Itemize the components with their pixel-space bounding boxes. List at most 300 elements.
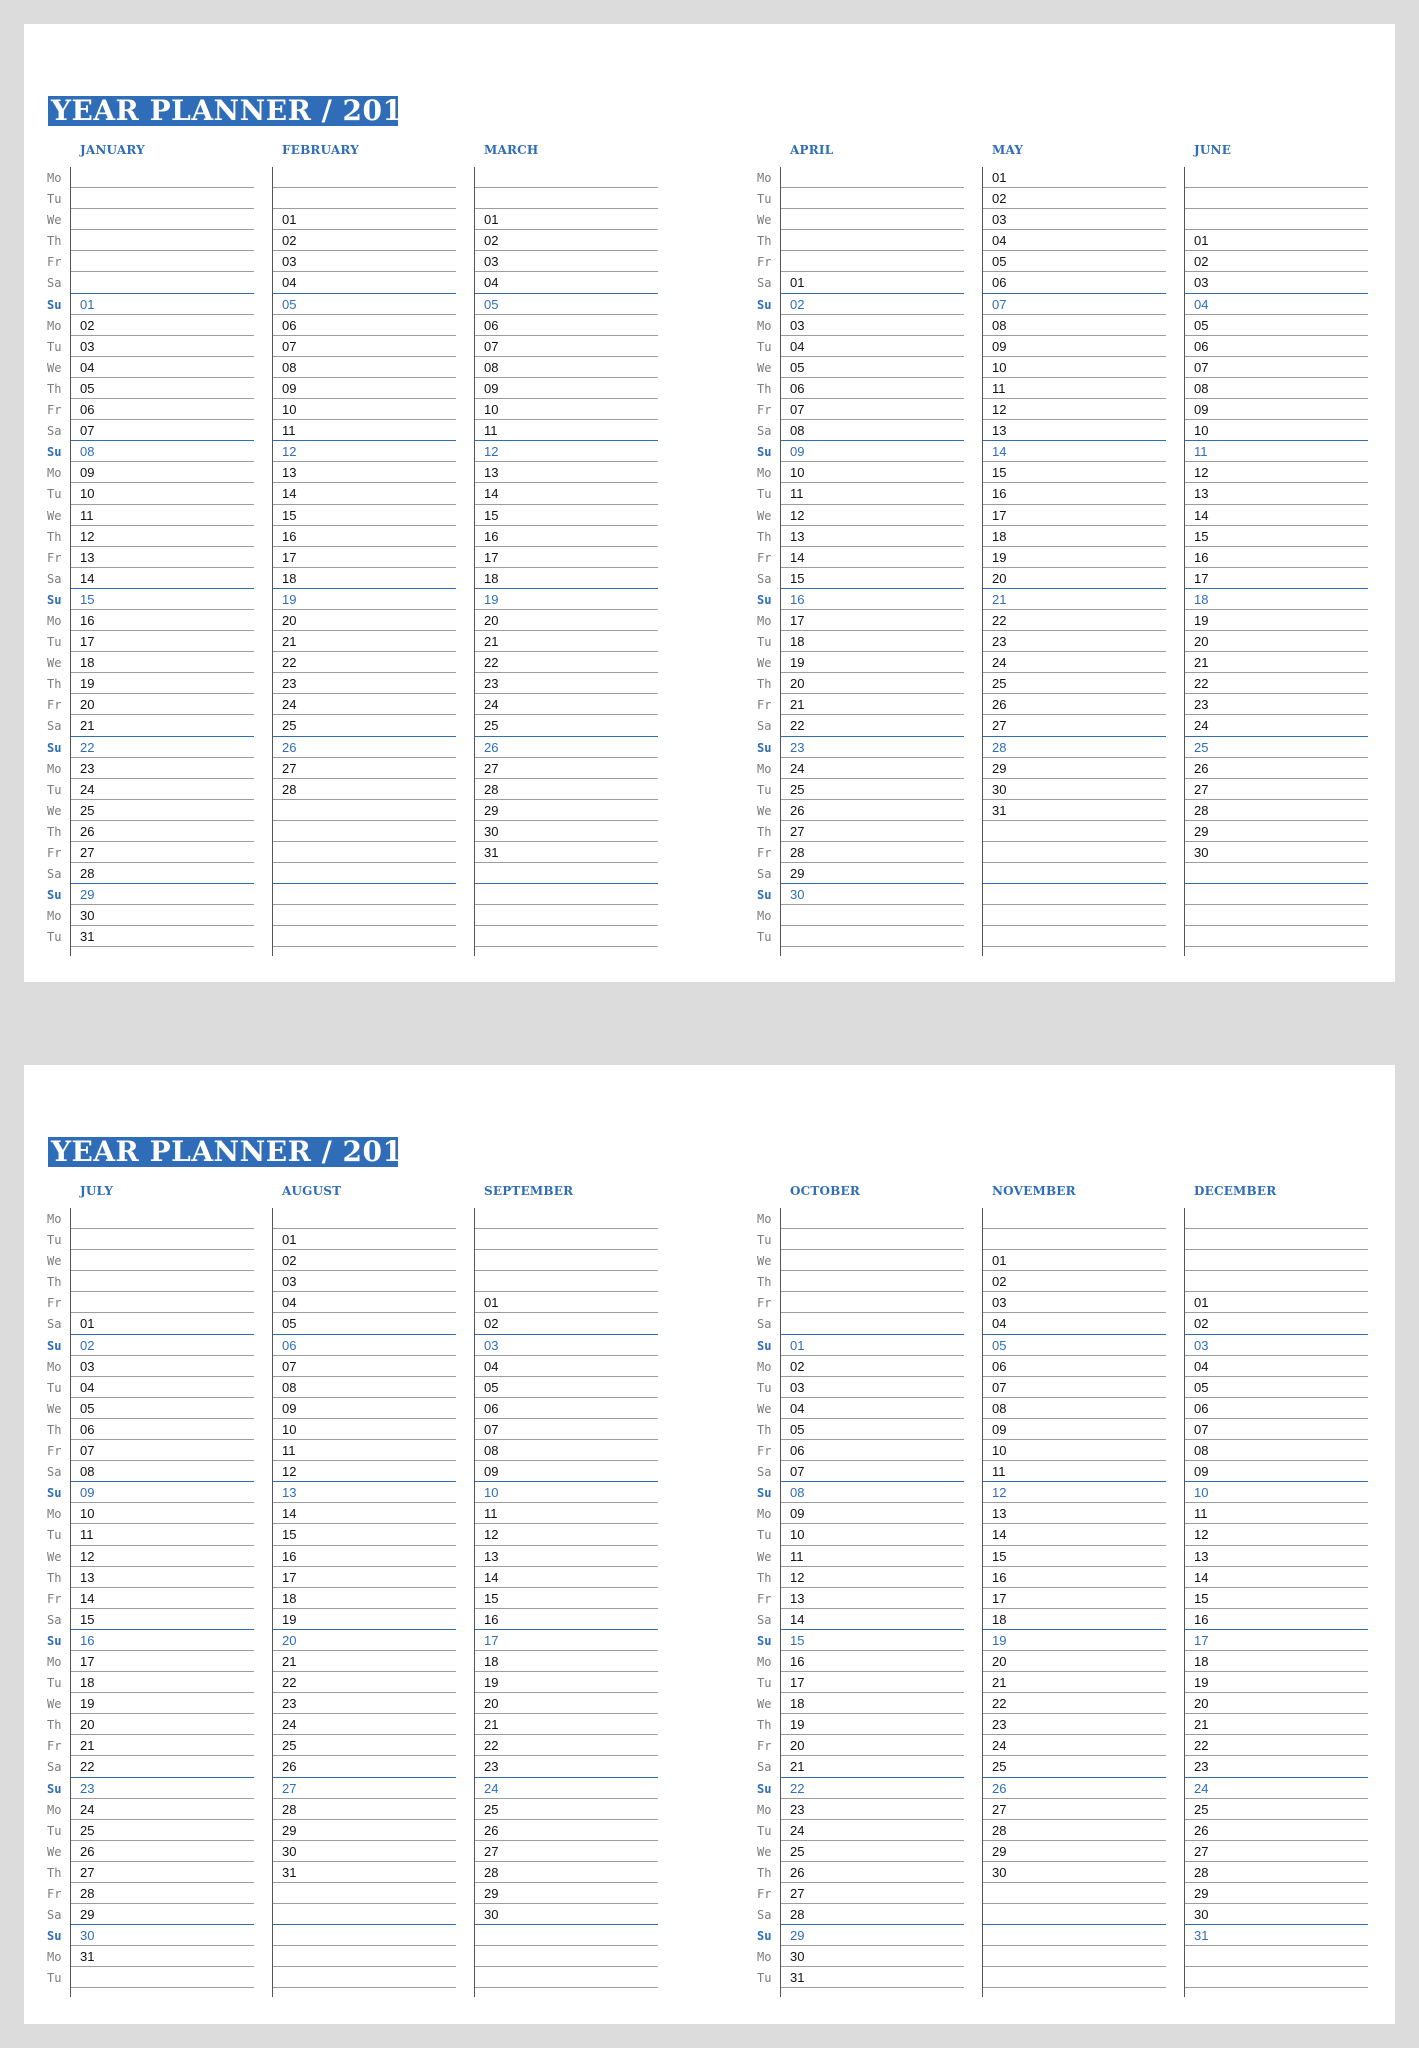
date-cell[interactable]: 29	[474, 1883, 658, 1904]
date-cell[interactable]: 24	[780, 1820, 964, 1841]
date-cell[interactable]	[982, 884, 1166, 905]
date-cell[interactable]: 20	[982, 568, 1166, 589]
date-cell[interactable]: 28	[1184, 800, 1368, 821]
date-cell[interactable]: 16	[780, 1651, 964, 1672]
date-cell[interactable]: 23	[1184, 1756, 1368, 1777]
date-cell[interactable]: 30	[474, 1904, 658, 1925]
date-cell[interactable]: 09	[272, 378, 456, 399]
date-cell[interactable]: 18	[1184, 589, 1368, 610]
date-cell[interactable]: 18	[272, 1588, 456, 1609]
date-cell[interactable]: 06	[780, 378, 964, 399]
date-cell[interactable]: 29	[1184, 1883, 1368, 1904]
date-cell[interactable]	[982, 842, 1166, 863]
date-cell[interactable]	[982, 1967, 1166, 1988]
date-cell[interactable]: 08	[982, 1398, 1166, 1419]
date-cell[interactable]: 06	[982, 1356, 1166, 1377]
date-cell[interactable]	[780, 1313, 964, 1334]
date-cell[interactable]: 18	[982, 526, 1166, 547]
date-cell[interactable]: 24	[1184, 1778, 1368, 1799]
date-cell[interactable]: 24	[982, 652, 1166, 673]
date-cell[interactable]: 17	[1184, 1630, 1368, 1651]
date-cell[interactable]	[780, 188, 964, 209]
date-cell[interactable]: 10	[272, 1419, 456, 1440]
date-cell[interactable]: 22	[780, 715, 964, 736]
date-cell[interactable]: 10	[780, 1524, 964, 1545]
date-cell[interactable]: 07	[982, 294, 1166, 315]
date-cell[interactable]: 21	[272, 1651, 456, 1672]
date-cell[interactable]	[982, 1925, 1166, 1946]
date-cell[interactable]: 09	[1184, 399, 1368, 420]
date-cell[interactable]: 20	[272, 1630, 456, 1651]
date-cell[interactable]: 03	[982, 1292, 1166, 1313]
date-cell[interactable]	[982, 926, 1166, 947]
date-cell[interactable]: 30	[474, 821, 658, 842]
date-cell[interactable]: 12	[1184, 462, 1368, 483]
date-cell[interactable]: 07	[474, 336, 658, 357]
date-cell[interactable]: 06	[70, 399, 254, 420]
date-cell[interactable]: 19	[474, 1672, 658, 1693]
date-cell[interactable]: 03	[272, 1271, 456, 1292]
date-cell[interactable]: 27	[474, 758, 658, 779]
date-cell[interactable]: 13	[70, 547, 254, 568]
date-cell[interactable]: 13	[1184, 1546, 1368, 1567]
date-cell[interactable]: 07	[982, 1377, 1166, 1398]
date-cell[interactable]: 31	[780, 1967, 964, 1988]
date-cell[interactable]: 23	[272, 673, 456, 694]
date-cell[interactable]: 20	[1184, 1693, 1368, 1714]
date-cell[interactable]: 26	[1184, 1820, 1368, 1841]
date-cell[interactable]: 12	[780, 1567, 964, 1588]
date-cell[interactable]: 07	[272, 336, 456, 357]
date-cell[interactable]	[70, 230, 254, 251]
date-cell[interactable]: 17	[1184, 568, 1368, 589]
date-cell[interactable]: 04	[982, 1313, 1166, 1334]
date-cell[interactable]	[1184, 1250, 1368, 1271]
date-cell[interactable]: 13	[780, 526, 964, 547]
date-cell[interactable]: 17	[474, 547, 658, 568]
date-cell[interactable]: 25	[70, 800, 254, 821]
date-cell[interactable]: 14	[474, 483, 658, 504]
date-cell[interactable]: 16	[272, 526, 456, 547]
date-cell[interactable]	[780, 1271, 964, 1292]
date-cell[interactable]: 26	[1184, 758, 1368, 779]
date-cell[interactable]: 01	[1184, 1292, 1368, 1313]
date-cell[interactable]: 02	[780, 1356, 964, 1377]
date-cell[interactable]: 27	[982, 1799, 1166, 1820]
date-cell[interactable]: 15	[982, 1546, 1166, 1567]
date-cell[interactable]: 14	[272, 483, 456, 504]
date-cell[interactable]: 03	[70, 1356, 254, 1377]
date-cell[interactable]: 18	[982, 1609, 1166, 1630]
date-cell[interactable]: 08	[982, 315, 1166, 336]
date-cell[interactable]: 27	[272, 758, 456, 779]
date-cell[interactable]: 05	[982, 251, 1166, 272]
date-cell[interactable]: 02	[272, 1250, 456, 1271]
date-cell[interactable]: 30	[982, 779, 1166, 800]
date-cell[interactable]: 17	[272, 547, 456, 568]
date-cell[interactable]: 23	[70, 1778, 254, 1799]
date-cell[interactable]: 15	[70, 1609, 254, 1630]
date-cell[interactable]	[70, 272, 254, 293]
date-cell[interactable]: 17	[70, 631, 254, 652]
date-cell[interactable]: 08	[70, 441, 254, 462]
date-cell[interactable]: 26	[272, 737, 456, 758]
date-cell[interactable]	[474, 188, 658, 209]
date-cell[interactable]	[1184, 188, 1368, 209]
date-cell[interactable]: 21	[70, 1735, 254, 1756]
date-cell[interactable]: 01	[474, 209, 658, 230]
date-cell[interactable]: 30	[982, 1862, 1166, 1883]
date-cell[interactable]: 05	[780, 1419, 964, 1440]
date-cell[interactable]: 21	[474, 1714, 658, 1735]
date-cell[interactable]: 24	[70, 779, 254, 800]
date-cell[interactable]: 14	[70, 568, 254, 589]
date-cell[interactable]: 06	[272, 315, 456, 336]
date-cell[interactable]: 05	[474, 294, 658, 315]
date-cell[interactable]: 24	[70, 1799, 254, 1820]
date-cell[interactable]: 27	[474, 1841, 658, 1862]
date-cell[interactable]: 10	[272, 399, 456, 420]
date-cell[interactable]	[982, 1904, 1166, 1925]
date-cell[interactable]: 08	[1184, 378, 1368, 399]
date-cell[interactable]: 20	[474, 610, 658, 631]
date-cell[interactable]: 11	[982, 378, 1166, 399]
date-cell[interactable]: 14	[70, 1588, 254, 1609]
date-cell[interactable]	[272, 863, 456, 884]
date-cell[interactable]: 08	[780, 1482, 964, 1503]
date-cell[interactable]: 13	[70, 1567, 254, 1588]
date-cell[interactable]: 29	[70, 884, 254, 905]
date-cell[interactable]: 23	[982, 631, 1166, 652]
date-cell[interactable]: 16	[474, 526, 658, 547]
date-cell[interactable]: 15	[474, 505, 658, 526]
date-cell[interactable]: 19	[70, 673, 254, 694]
date-cell[interactable]: 25	[70, 1820, 254, 1841]
date-cell[interactable]: 16	[272, 1546, 456, 1567]
date-cell[interactable]: 16	[474, 1609, 658, 1630]
date-cell[interactable]: 21	[474, 631, 658, 652]
date-cell[interactable]: 17	[780, 1672, 964, 1693]
date-cell[interactable]: 30	[1184, 842, 1368, 863]
date-cell[interactable]: 12	[780, 505, 964, 526]
date-cell[interactable]: 25	[780, 779, 964, 800]
date-cell[interactable]: 01	[70, 294, 254, 315]
date-cell[interactable]	[272, 884, 456, 905]
date-cell[interactable]: 04	[272, 272, 456, 293]
date-cell[interactable]: 24	[474, 1778, 658, 1799]
date-cell[interactable]: 03	[272, 251, 456, 272]
date-cell[interactable]: 11	[1184, 1503, 1368, 1524]
date-cell[interactable]	[70, 209, 254, 230]
date-cell[interactable]	[474, 1946, 658, 1967]
date-cell[interactable]: 21	[1184, 652, 1368, 673]
date-cell[interactable]	[474, 1925, 658, 1946]
date-cell[interactable]: 02	[272, 230, 456, 251]
date-cell[interactable]: 28	[982, 1820, 1166, 1841]
date-cell[interactable]: 26	[780, 1862, 964, 1883]
date-cell[interactable]: 07	[70, 420, 254, 441]
date-cell[interactable]: 12	[1184, 1524, 1368, 1545]
date-cell[interactable]: 15	[474, 1588, 658, 1609]
date-cell[interactable]: 29	[272, 1820, 456, 1841]
date-cell[interactable]: 20	[780, 673, 964, 694]
date-cell[interactable]: 11	[780, 483, 964, 504]
date-cell[interactable]: 09	[70, 462, 254, 483]
date-cell[interactable]: 25	[474, 1799, 658, 1820]
date-cell[interactable]	[1184, 884, 1368, 905]
date-cell[interactable]: 15	[272, 505, 456, 526]
date-cell[interactable]: 10	[474, 1482, 658, 1503]
date-cell[interactable]: 07	[1184, 357, 1368, 378]
date-cell[interactable]: 06	[70, 1419, 254, 1440]
date-cell[interactable]: 18	[70, 1672, 254, 1693]
date-cell[interactable]: 13	[982, 1503, 1166, 1524]
date-cell[interactable]: 18	[780, 1693, 964, 1714]
date-cell[interactable]: 05	[780, 357, 964, 378]
date-cell[interactable]: 28	[982, 737, 1166, 758]
date-cell[interactable]: 21	[780, 1756, 964, 1777]
date-cell[interactable]: 17	[474, 1630, 658, 1651]
date-cell[interactable]: 23	[70, 758, 254, 779]
date-cell[interactable]: 23	[780, 737, 964, 758]
date-cell[interactable]: 13	[474, 1546, 658, 1567]
date-cell[interactable]	[780, 1229, 964, 1250]
date-cell[interactable]: 02	[1184, 251, 1368, 272]
date-cell[interactable]: 08	[272, 1377, 456, 1398]
date-cell[interactable]: 19	[474, 589, 658, 610]
date-cell[interactable]: 28	[70, 863, 254, 884]
date-cell[interactable]: 07	[1184, 1419, 1368, 1440]
date-cell[interactable]: 27	[982, 715, 1166, 736]
date-cell[interactable]: 24	[272, 694, 456, 715]
date-cell[interactable]: 09	[982, 1419, 1166, 1440]
date-cell[interactable]: 19	[272, 1609, 456, 1630]
date-cell[interactable]: 10	[780, 462, 964, 483]
date-cell[interactable]: 01	[780, 272, 964, 293]
date-cell[interactable]	[474, 926, 658, 947]
date-cell[interactable]: 11	[272, 1440, 456, 1461]
date-cell[interactable]: 22	[70, 737, 254, 758]
date-cell[interactable]: 28	[474, 1862, 658, 1883]
date-cell[interactable]: 27	[70, 842, 254, 863]
date-cell[interactable]: 29	[780, 863, 964, 884]
date-cell[interactable]: 10	[1184, 1482, 1368, 1503]
date-cell[interactable]: 02	[70, 1335, 254, 1356]
date-cell[interactable]: 09	[780, 441, 964, 462]
date-cell[interactable]: 28	[780, 1904, 964, 1925]
date-cell[interactable]: 12	[70, 1546, 254, 1567]
date-cell[interactable]: 28	[1184, 1862, 1368, 1883]
date-cell[interactable]: 07	[780, 1461, 964, 1482]
date-cell[interactable]: 23	[272, 1693, 456, 1714]
date-cell[interactable]	[70, 1967, 254, 1988]
date-cell[interactable]	[780, 167, 964, 188]
date-cell[interactable]: 12	[474, 441, 658, 462]
date-cell[interactable]: 09	[70, 1482, 254, 1503]
date-cell[interactable]: 09	[1184, 1461, 1368, 1482]
date-cell[interactable]: 16	[70, 1630, 254, 1651]
date-cell[interactable]: 26	[982, 694, 1166, 715]
date-cell[interactable]: 13	[272, 1482, 456, 1503]
date-cell[interactable]: 25	[474, 715, 658, 736]
date-cell[interactable]: 11	[982, 1461, 1166, 1482]
date-cell[interactable]: 17	[70, 1651, 254, 1672]
date-cell[interactable]: 19	[982, 1630, 1166, 1651]
date-cell[interactable]: 04	[70, 357, 254, 378]
date-cell[interactable]: 08	[272, 357, 456, 378]
date-cell[interactable]: 12	[272, 1461, 456, 1482]
date-cell[interactable]	[474, 1229, 658, 1250]
date-cell[interactable]: 06	[780, 1440, 964, 1461]
date-cell[interactable]: 24	[272, 1714, 456, 1735]
date-cell[interactable]: 16	[1184, 1609, 1368, 1630]
date-cell[interactable]	[1184, 1208, 1368, 1229]
date-cell[interactable]: 09	[982, 336, 1166, 357]
date-cell[interactable]: 03	[1184, 272, 1368, 293]
date-cell[interactable]: 27	[780, 821, 964, 842]
date-cell[interactable]	[70, 1250, 254, 1271]
date-cell[interactable]: 10	[474, 399, 658, 420]
date-cell[interactable]: 05	[70, 1398, 254, 1419]
date-cell[interactable]: 12	[272, 441, 456, 462]
date-cell[interactable]: 06	[1184, 1398, 1368, 1419]
date-cell[interactable]: 03	[474, 1335, 658, 1356]
date-cell[interactable]: 23	[780, 1799, 964, 1820]
date-cell[interactable]: 22	[70, 1756, 254, 1777]
date-cell[interactable]	[70, 1208, 254, 1229]
date-cell[interactable]: 15	[272, 1524, 456, 1545]
date-cell[interactable]	[272, 1925, 456, 1946]
date-cell[interactable]: 12	[474, 1524, 658, 1545]
date-cell[interactable]: 11	[474, 1503, 658, 1524]
date-cell[interactable]	[272, 188, 456, 209]
date-cell[interactable]	[982, 1208, 1166, 1229]
date-cell[interactable]: 19	[1184, 1672, 1368, 1693]
date-cell[interactable]: 12	[982, 1482, 1166, 1503]
date-cell[interactable]: 14	[272, 1503, 456, 1524]
date-cell[interactable]: 11	[1184, 441, 1368, 462]
date-cell[interactable]: 01	[70, 1313, 254, 1334]
date-cell[interactable]: 04	[1184, 1356, 1368, 1377]
date-cell[interactable]: 04	[982, 230, 1166, 251]
date-cell[interactable]: 20	[474, 1693, 658, 1714]
date-cell[interactable]: 30	[780, 1946, 964, 1967]
date-cell[interactable]	[982, 1883, 1166, 1904]
date-cell[interactable]: 01	[982, 167, 1166, 188]
date-cell[interactable]: 22	[474, 652, 658, 673]
date-cell[interactable]: 31	[272, 1862, 456, 1883]
date-cell[interactable]	[474, 1250, 658, 1271]
date-cell[interactable]: 21	[982, 1672, 1166, 1693]
date-cell[interactable]: 28	[70, 1883, 254, 1904]
date-cell[interactable]: 15	[982, 462, 1166, 483]
date-cell[interactable]: 06	[982, 272, 1166, 293]
date-cell[interactable]: 19	[70, 1693, 254, 1714]
date-cell[interactable]	[70, 188, 254, 209]
date-cell[interactable]: 22	[982, 610, 1166, 631]
date-cell[interactable]: 18	[474, 1651, 658, 1672]
date-cell[interactable]: 28	[272, 779, 456, 800]
date-cell[interactable]: 11	[474, 420, 658, 441]
date-cell[interactable]: 04	[780, 1398, 964, 1419]
date-cell[interactable]: 16	[1184, 547, 1368, 568]
date-cell[interactable]	[982, 905, 1166, 926]
date-cell[interactable]: 09	[474, 1461, 658, 1482]
date-cell[interactable]: 02	[982, 1271, 1166, 1292]
date-cell[interactable]: 07	[474, 1419, 658, 1440]
date-cell[interactable]: 21	[272, 631, 456, 652]
date-cell[interactable]: 02	[70, 315, 254, 336]
date-cell[interactable]: 25	[272, 1735, 456, 1756]
date-cell[interactable]: 27	[1184, 1841, 1368, 1862]
date-cell[interactable]: 14	[1184, 505, 1368, 526]
date-cell[interactable]: 16	[70, 610, 254, 631]
date-cell[interactable]: 05	[272, 1313, 456, 1334]
date-cell[interactable]: 14	[1184, 1567, 1368, 1588]
date-cell[interactable]: 25	[1184, 1799, 1368, 1820]
date-cell[interactable]: 03	[982, 209, 1166, 230]
date-cell[interactable]: 25	[780, 1841, 964, 1862]
date-cell[interactable]: 18	[474, 568, 658, 589]
date-cell[interactable]	[474, 167, 658, 188]
date-cell[interactable]: 05	[982, 1335, 1166, 1356]
date-cell[interactable]	[70, 1271, 254, 1292]
date-cell[interactable]: 13	[780, 1588, 964, 1609]
date-cell[interactable]: 06	[272, 1335, 456, 1356]
date-cell[interactable]	[982, 863, 1166, 884]
date-cell[interactable]: 28	[474, 779, 658, 800]
date-cell[interactable]: 26	[474, 737, 658, 758]
date-cell[interactable]: 03	[70, 336, 254, 357]
date-cell[interactable]: 17	[982, 505, 1166, 526]
date-cell[interactable]: 01	[272, 1229, 456, 1250]
date-cell[interactable]: 05	[1184, 315, 1368, 336]
date-cell[interactable]: 26	[780, 800, 964, 821]
date-cell[interactable]: 19	[780, 652, 964, 673]
date-cell[interactable]: 10	[1184, 420, 1368, 441]
date-cell[interactable]	[70, 1229, 254, 1250]
date-cell[interactable]	[780, 905, 964, 926]
date-cell[interactable]: 17	[780, 610, 964, 631]
date-cell[interactable]: 21	[780, 694, 964, 715]
date-cell[interactable]	[272, 821, 456, 842]
date-cell[interactable]: 22	[1184, 673, 1368, 694]
date-cell[interactable]: 10	[70, 1503, 254, 1524]
date-cell[interactable]: 10	[70, 483, 254, 504]
date-cell[interactable]: 10	[982, 1440, 1166, 1461]
date-cell[interactable]: 15	[1184, 1588, 1368, 1609]
date-cell[interactable]	[780, 1292, 964, 1313]
date-cell[interactable]: 05	[1184, 1377, 1368, 1398]
date-cell[interactable]: 07	[272, 1356, 456, 1377]
date-cell[interactable]: 31	[70, 926, 254, 947]
date-cell[interactable]: 24	[780, 758, 964, 779]
date-cell[interactable]: 14	[780, 547, 964, 568]
date-cell[interactable]: 02	[982, 188, 1166, 209]
date-cell[interactable]: 07	[780, 399, 964, 420]
date-cell[interactable]	[474, 1271, 658, 1292]
date-cell[interactable]: 11	[70, 1524, 254, 1545]
date-cell[interactable]	[982, 1229, 1166, 1250]
date-cell[interactable]: 06	[474, 315, 658, 336]
date-cell[interactable]: 04	[272, 1292, 456, 1313]
date-cell[interactable]: 13	[272, 462, 456, 483]
date-cell[interactable]: 20	[70, 1714, 254, 1735]
date-cell[interactable]: 11	[272, 420, 456, 441]
date-cell[interactable]: 05	[272, 294, 456, 315]
date-cell[interactable]: 08	[474, 357, 658, 378]
date-cell[interactable]: 14	[780, 1609, 964, 1630]
